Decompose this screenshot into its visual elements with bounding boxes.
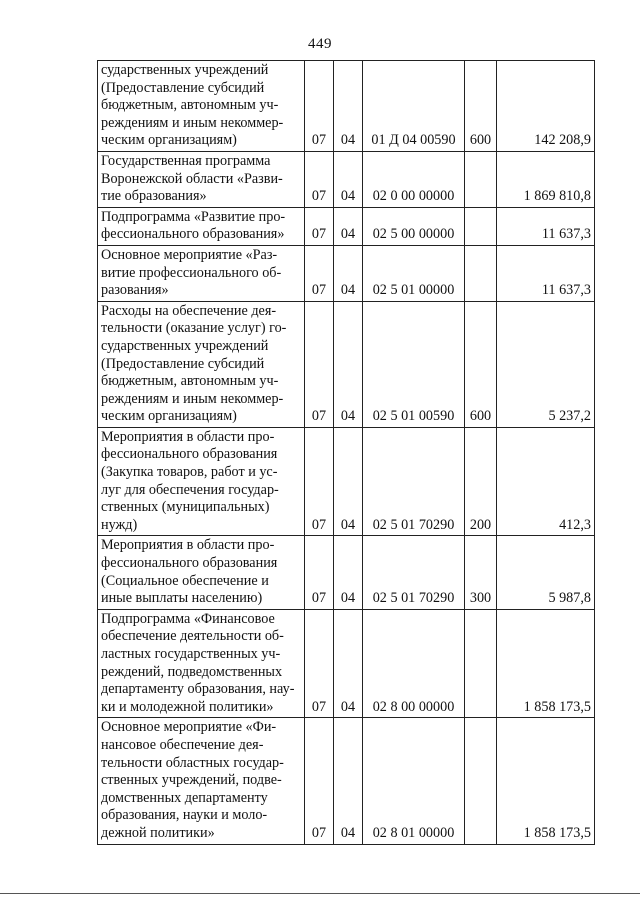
expense-type-cell bbox=[465, 151, 497, 207]
target-article-cell: 02 5 01 70290 bbox=[363, 536, 465, 609]
table-row bbox=[98, 536, 595, 609]
budget-table bbox=[97, 60, 595, 845]
table-row bbox=[98, 427, 595, 536]
subsection-code-cell: 04 bbox=[334, 301, 363, 427]
amount-cell: 1 869 810,8 bbox=[497, 151, 595, 207]
amount-cell: 11 637,3 bbox=[497, 245, 595, 301]
subsection-code-cell: 04 bbox=[334, 207, 363, 245]
expense-type-cell bbox=[465, 718, 497, 844]
table-row bbox=[98, 151, 595, 207]
expense-name-cell: Мероприятия в области про- фессионального образования (Закупка товаров, работ и ус- луг для обеспечения государ- ственных (муниципальных) нужд) bbox=[98, 427, 305, 536]
amount-cell: 1 858 173,5 bbox=[497, 609, 595, 718]
subsection-code-cell: 04 bbox=[334, 536, 363, 609]
expense-name-cell: Подпрограмма «Финансовое обеспечение деятельности об- ластных государственных уч- реждений, подведомственных департаменту образования, нау- ки и молодежной политики» bbox=[98, 609, 305, 718]
table-row bbox=[98, 301, 595, 427]
amount-cell: 412,3 bbox=[497, 427, 595, 536]
target-article-cell: 02 8 00 00000 bbox=[363, 609, 465, 718]
section-code-cell: 07 bbox=[305, 301, 334, 427]
amount-cell: 142 208,9 bbox=[497, 61, 595, 152]
page-number: 449 bbox=[308, 36, 332, 52]
target-article-cell: 02 5 00 00000 bbox=[363, 207, 465, 245]
expense-type-cell: 300 bbox=[465, 536, 497, 609]
budget-table-body bbox=[98, 61, 595, 845]
expense-type-cell bbox=[465, 207, 497, 245]
expense-type-cell bbox=[465, 245, 497, 301]
expense-name-cell: Расходы на обеспечение дея- тельности (оказание услуг) го- сударственных учреждений (Предоставление субсидий бюджетным, автономным уч- реждениям и иным некоммер- ческим организациям) bbox=[98, 301, 305, 427]
expense-name-cell: сударственных учреждений (Предоставление субсидий бюджетным, автономным уч- реждениям и иным некоммер- ческим организациям) bbox=[98, 61, 305, 152]
section-code-cell: 07 bbox=[305, 207, 334, 245]
section-code-cell: 07 bbox=[305, 427, 334, 536]
expense-name-cell: Мероприятия в области про- фессионального образования (Социальное обеспечение и иные выплаты населению) bbox=[98, 536, 305, 609]
subsection-code-cell: 04 bbox=[334, 427, 363, 536]
section-code-cell: 07 bbox=[305, 718, 334, 844]
amount-cell: 1 858 173,5 bbox=[497, 718, 595, 844]
target-article-cell: 02 5 01 00000 bbox=[363, 245, 465, 301]
amount-cell: 5 237,2 bbox=[497, 301, 595, 427]
section-code-cell: 07 bbox=[305, 609, 334, 718]
subsection-code-cell: 04 bbox=[334, 151, 363, 207]
target-article-cell: 02 5 01 70290 bbox=[363, 427, 465, 536]
expense-type-cell bbox=[465, 609, 497, 718]
subsection-code-cell: 04 bbox=[334, 61, 363, 152]
expense-name-cell: Подпрограмма «Развитие про- фессионального образования» bbox=[98, 207, 305, 245]
target-article-cell: 02 8 01 00000 bbox=[363, 718, 465, 844]
subsection-code-cell: 04 bbox=[334, 609, 363, 718]
target-article-cell: 02 0 00 00000 bbox=[363, 151, 465, 207]
table-row bbox=[98, 207, 595, 245]
table-row bbox=[98, 609, 595, 718]
table-row bbox=[98, 718, 595, 844]
expense-name-cell: Основное мероприятие «Фи- нансовое обеспечение дея- тельности областных государ- ственных учреждений, подве- домственных департаменту образования, науки и моло- дежной политики» bbox=[98, 718, 305, 844]
expense-type-cell: 200 bbox=[465, 427, 497, 536]
section-code-cell: 07 bbox=[305, 245, 334, 301]
subsection-code-cell: 04 bbox=[334, 245, 363, 301]
section-code-cell: 07 bbox=[305, 61, 334, 152]
section-code-cell: 07 bbox=[305, 151, 334, 207]
expense-name-cell: Государственная программа Воронежской области «Разви- тие образования» bbox=[98, 151, 305, 207]
amount-cell: 11 637,3 bbox=[497, 207, 595, 245]
expense-type-cell: 600 bbox=[465, 61, 497, 152]
table-row bbox=[98, 61, 595, 152]
expense-name-cell: Основное мероприятие «Раз- витие профессионального об- разования» bbox=[98, 245, 305, 301]
expense-type-cell: 600 bbox=[465, 301, 497, 427]
target-article-cell: 02 5 01 00590 bbox=[363, 301, 465, 427]
table-row bbox=[98, 245, 595, 301]
target-article-cell: 01 Д 04 00590 bbox=[363, 61, 465, 152]
subsection-code-cell: 04 bbox=[334, 718, 363, 844]
footer-rule bbox=[0, 893, 640, 894]
section-code-cell: 07 bbox=[305, 536, 334, 609]
amount-cell: 5 987,8 bbox=[497, 536, 595, 609]
